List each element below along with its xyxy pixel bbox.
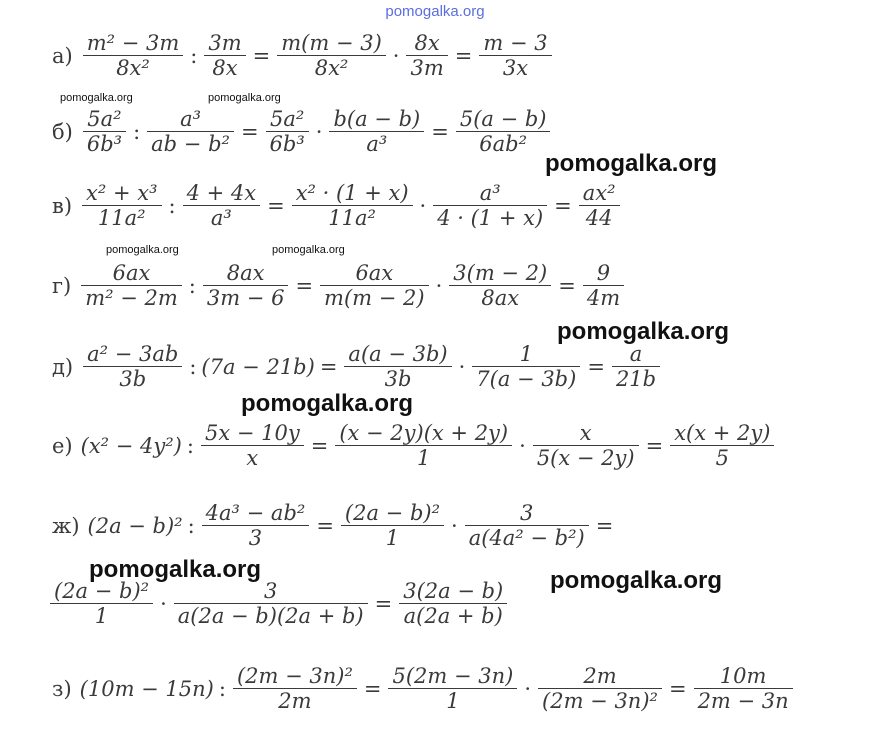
fraction (335, 422, 512, 469)
fraction (83, 108, 126, 155)
denominator: 8ax (481, 286, 520, 311)
equation-row (52, 32, 554, 79)
fraction (183, 182, 261, 229)
fraction (50, 580, 153, 627)
fraction (233, 665, 357, 712)
numerator: 4 + 4x (183, 182, 261, 206)
problem-label: з) (52, 676, 72, 701)
operator: : (218, 676, 226, 701)
problem-label: е) (52, 433, 73, 458)
numerator: (x − 2y)(x + 2y) (335, 422, 512, 446)
operator: = (668, 676, 687, 701)
fraction (81, 262, 182, 309)
operator: = (363, 676, 382, 701)
numerator: a³ (433, 182, 547, 206)
fraction (456, 108, 551, 155)
denominator: 44 (585, 206, 613, 231)
operator: = (454, 43, 473, 68)
numerator: x (533, 422, 639, 446)
numerator: m − 3 (479, 32, 551, 56)
expression: (2a − b)² (87, 513, 183, 538)
operator: = (310, 433, 329, 458)
denominator: 8x² (116, 56, 150, 81)
denominator: 21b (615, 367, 657, 392)
operator: · (392, 43, 400, 68)
denominator: 1 (417, 446, 431, 471)
numerator: 8ax (203, 262, 289, 286)
denominator: m² − 2m (85, 286, 178, 311)
denominator: 5 (715, 446, 729, 471)
numerator: 5(2m − 3n) (388, 665, 517, 689)
numerator: 1 (472, 343, 580, 367)
fraction (388, 665, 517, 712)
operator: = (374, 591, 393, 616)
watermark: pomogalka.org (106, 244, 179, 256)
denominator: ab − b² (151, 132, 230, 157)
denominator: 3x (502, 56, 529, 81)
watermark: pomogalka.org (272, 244, 345, 256)
numerator: 3 (465, 502, 589, 526)
fraction (292, 182, 413, 229)
fraction (201, 422, 304, 469)
operator: · (315, 119, 323, 144)
denominator: a(4a² − b²) (468, 526, 585, 551)
fraction (341, 502, 444, 549)
problem-label: в) (52, 193, 73, 218)
numerator: a(a − 3b) (344, 343, 451, 367)
watermark: pomogalka.org (545, 150, 718, 177)
fraction (583, 262, 624, 309)
denominator: 8x² (314, 56, 349, 81)
numerator: 3(m − 2) (449, 262, 551, 286)
numerator: a² − 3ab (83, 343, 182, 367)
numerator: 4a³ − ab² (202, 502, 310, 526)
denominator: 1 (446, 689, 460, 714)
denominator: 3m (410, 56, 444, 81)
fraction (612, 343, 660, 390)
operator: : (189, 354, 197, 379)
fraction (670, 422, 774, 469)
fraction (479, 32, 551, 79)
expression: (10m − 15n) (79, 676, 214, 701)
fraction (266, 108, 309, 155)
problem-label: а) (52, 43, 73, 68)
denominator: a(2a − b)(2a + b) (177, 604, 364, 629)
denominator: 7(a − 3b) (476, 367, 577, 392)
fraction (538, 665, 662, 712)
equation-row (52, 422, 776, 469)
fraction (202, 502, 310, 549)
operator: · (451, 513, 458, 538)
numerator: 5(a − b) (456, 108, 551, 132)
equation-row (52, 262, 626, 309)
denominator: 6ab² (479, 132, 528, 157)
operator: = (554, 193, 572, 218)
operator: · (419, 193, 427, 218)
numerator: 3m (204, 32, 245, 56)
fraction (83, 32, 184, 79)
numerator: 10m (694, 665, 793, 689)
watermark: pomogalka.org (89, 556, 262, 583)
denominator: 6b³ (269, 132, 305, 157)
numerator: 8x (406, 32, 447, 56)
operator: : (133, 119, 141, 144)
denominator: a³ (210, 206, 232, 231)
numerator: 5a² (83, 108, 126, 132)
expression: (7a − 21b) (201, 354, 315, 379)
denominator: 1 (94, 604, 109, 629)
fraction (83, 343, 182, 390)
denominator: 11a² (97, 206, 146, 231)
denominator: 6b³ (86, 132, 123, 157)
denominator: 2m − 3n (697, 689, 789, 714)
fraction (277, 32, 386, 79)
numerator: (2a − b)² (50, 580, 153, 604)
operator: · (524, 676, 532, 701)
watermark: pomogalka.org (557, 318, 730, 345)
denominator: 1 (385, 526, 400, 551)
numerator: 3 (174, 580, 368, 604)
numerator: a (612, 343, 660, 367)
numerator: 3(2a − b) (399, 580, 507, 604)
denominator: 4m (586, 286, 621, 311)
denominator: 8x (212, 56, 238, 81)
operator: = (595, 513, 614, 538)
denominator: 11a² (328, 206, 376, 231)
operator: : (187, 513, 195, 538)
fraction (203, 262, 289, 309)
equation-row (52, 502, 618, 549)
fraction (320, 262, 429, 309)
problem-label: ж) (52, 513, 80, 538)
watermark: pomogalka.org (550, 567, 723, 594)
equation-row (52, 343, 662, 390)
numerator: x² + x³ (82, 182, 161, 206)
numerator: m² − 3m (83, 32, 184, 56)
denominator: m(m − 2) (324, 286, 425, 311)
operator: : (168, 193, 176, 218)
watermark: pomogalka.org (208, 92, 281, 104)
equation-row (48, 580, 509, 627)
operator: = (316, 513, 334, 538)
equation-row (52, 108, 552, 155)
fraction (204, 32, 245, 79)
fraction (472, 343, 580, 390)
operator: = (587, 354, 605, 379)
operator: = (252, 43, 271, 68)
problem-label: д) (52, 354, 74, 379)
fraction (579, 182, 620, 229)
equation-row (52, 665, 795, 712)
denominator: 3m − 6 (206, 286, 285, 311)
operator: = (319, 354, 338, 379)
fraction (449, 262, 551, 309)
operator: = (267, 193, 285, 218)
numerator: 9 (583, 262, 624, 286)
fraction (399, 580, 507, 627)
denominator: (2m − 3n)² (542, 689, 658, 714)
denominator: a³ (366, 132, 388, 157)
operator: = (558, 273, 576, 298)
fraction (406, 32, 447, 79)
numerator: 6ax (81, 262, 182, 286)
problem-label: г) (52, 273, 72, 298)
denominator: 3 (248, 526, 263, 551)
denominator: a(2a + b) (403, 604, 503, 629)
operator: = (645, 433, 664, 458)
denominator: x (246, 446, 259, 471)
problem-label: б) (52, 119, 73, 144)
operator: · (458, 354, 466, 379)
denominator: 3b (384, 367, 412, 392)
fraction (433, 182, 547, 229)
numerator: ax² (579, 182, 620, 206)
denominator: 4 · (1 + x) (437, 206, 544, 231)
operator: · (435, 273, 443, 298)
fraction (174, 580, 368, 627)
denominator: 2m (278, 689, 312, 714)
watermark: pomogalka.org (241, 390, 414, 417)
operator: = (295, 273, 314, 298)
fraction (465, 502, 589, 549)
expression: (x² − 4y²) (80, 433, 182, 458)
operator: = (240, 119, 259, 144)
numerator: 6ax (320, 262, 429, 286)
operator: · (519, 433, 526, 458)
numerator: x² · (1 + x) (292, 182, 413, 206)
fraction (694, 665, 793, 712)
denominator: 3b (119, 367, 147, 392)
denominator: 5(x − 2y) (536, 446, 635, 471)
numerator: 2m (538, 665, 662, 689)
site-header[interactable]: pomogalka.org (385, 3, 485, 20)
operator: : (188, 273, 196, 298)
numerator: m(m − 3) (277, 32, 386, 56)
numerator: (2a − b)² (341, 502, 444, 526)
numerator: 5x − 10y (201, 422, 304, 446)
fraction (329, 108, 424, 155)
numerator: 5a² (266, 108, 309, 132)
numerator: b(a − b) (329, 108, 424, 132)
fraction (344, 343, 451, 390)
fraction (533, 422, 639, 469)
numerator: x(x + 2y) (670, 422, 774, 446)
numerator: a³ (147, 108, 234, 132)
equation-row (52, 182, 622, 229)
operator: = (431, 119, 449, 144)
operator: · (160, 591, 167, 616)
fraction (82, 182, 161, 229)
operator: : (190, 43, 198, 68)
operator: : (186, 433, 194, 458)
numerator: (2m − 3n)² (233, 665, 357, 689)
watermark: pomogalka.org (60, 92, 133, 104)
fraction (147, 108, 234, 155)
